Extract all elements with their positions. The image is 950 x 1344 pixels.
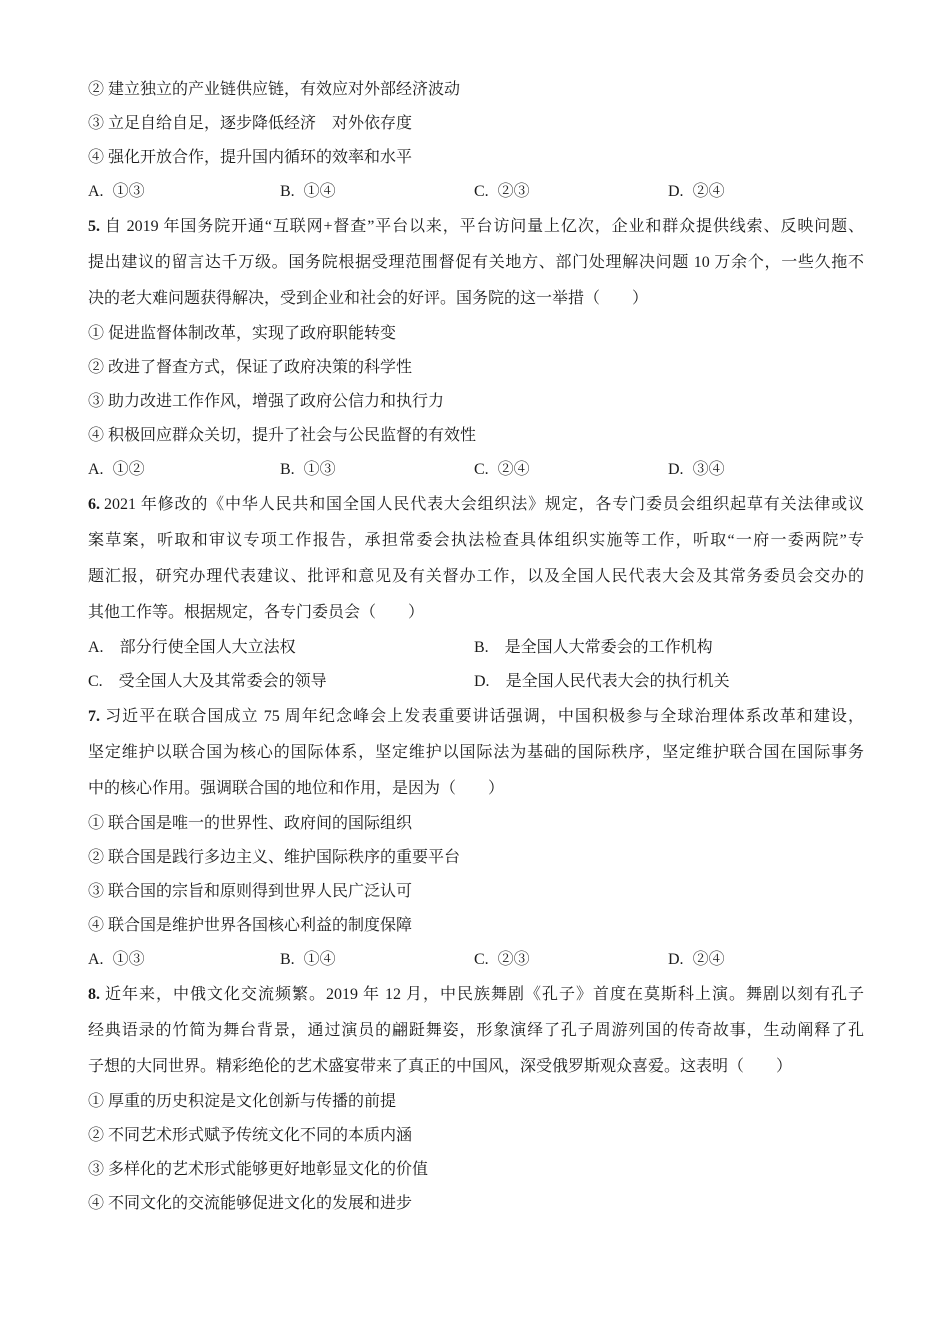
- q4-statement: ② 建立独立的产业链供应链，有效应对外部经济波动: [88, 81, 461, 98]
- q5-stem-line: 决的老大难问题获得解决，受到企业和社会的好评。国务院的这一举措（ ）: [88, 290, 649, 307]
- q5-options: [88, 453, 864, 487]
- question-7: [88, 699, 864, 977]
- option-text: ①④: [303, 183, 336, 200]
- option-text: ①②: [112, 461, 145, 478]
- q8-stem-line: [88, 977, 864, 1013]
- option-label: D.: [668, 183, 684, 200]
- option-label: C.: [88, 673, 103, 690]
- q8-number: 8.: [88, 986, 100, 1003]
- q7-option-c: [474, 943, 530, 977]
- option-label: D.: [474, 673, 490, 690]
- q7-options: [88, 943, 864, 977]
- option-text: ③④: [692, 461, 725, 478]
- q5-number: 5.: [88, 218, 100, 235]
- option-label: C.: [474, 951, 489, 968]
- q5-stem-line: 提出建议的留言达千万级。国务院根据受理范围督促有关地方、部门处理解决问题 10 万余个，一些久拖不: [88, 254, 864, 271]
- q6-stem-line: 题汇报，研究办理代表建议、批评和意见及有关督办工作，以及全国人民代表大会及其常务委员会交办的: [88, 568, 864, 585]
- q4-option-c: [474, 175, 530, 209]
- q5-statement: ④ 积极回应群众关切，提升了社会与公民监督的有效性: [88, 427, 477, 444]
- q6-stem-line: 其他工作等。根据规定，各专门委员会（ ）: [88, 604, 425, 621]
- q5-option-d: [668, 453, 725, 487]
- q7-option-d: [668, 943, 725, 977]
- option-text: 是全国人大常委会的工作机构: [504, 639, 713, 656]
- option-text: ②④: [692, 951, 725, 968]
- q5-statement: ② 改进了督查方式，保证了政府决策的科学性: [88, 359, 413, 376]
- q7-stem-text: 习近平在联合国成立 75 周年纪念峰会上发表重要讲话强调，中国积极参与全球治理体系改革和建设，: [104, 708, 864, 725]
- q6-option-b: [474, 631, 713, 665]
- option-label: A.: [88, 639, 104, 656]
- exam-content: [88, 73, 864, 1221]
- q5-statement: ③ 助力改进工作作风，增强了政府公信力和执行力: [88, 393, 445, 410]
- q8-stem-text: 近年来，中俄文化交流频繁。2019 年 12 月，中民族舞剧《孔子》首度在莫斯科上演。舞剧以刻有孔子: [104, 986, 864, 1003]
- option-label: B.: [474, 639, 489, 656]
- q5-stem-line: [88, 209, 864, 245]
- q5-option-b: [280, 453, 336, 487]
- option-label: B.: [280, 183, 295, 200]
- option-label: D.: [668, 461, 684, 478]
- q5-option-c: [474, 453, 530, 487]
- q6-stem-text: 2021 年修改的《中华人民共和国全国人民代表大会组织法》规定，各专门委员会组织起草有关法律或议: [104, 496, 864, 513]
- q7-stem-line: [88, 699, 864, 735]
- option-text: 部分行使全国人大立法权: [119, 639, 296, 656]
- option-text: ②③: [497, 183, 530, 200]
- q7-option-a: [88, 943, 145, 977]
- option-label: A.: [88, 951, 104, 968]
- q8-statement: ② 不同艺术形式赋予传统文化不同的本质内涵: [88, 1127, 413, 1144]
- q6-stem-line: [88, 487, 864, 523]
- q6-options-row-1: [88, 631, 864, 665]
- q7-option-b: [280, 943, 336, 977]
- q6-option-d: [474, 665, 730, 699]
- q6-option-c: [88, 665, 327, 699]
- option-text: 是全国人民代表大会的执行机关: [505, 673, 730, 690]
- option-text: ①③: [303, 461, 336, 478]
- q7-number: 7.: [88, 708, 100, 725]
- question-5: [88, 209, 864, 487]
- q5-stem-text: 自 2019 年国务院开通“互联网+督查”平台以来，平台访问量上亿次，企业和群众提供线索、反映问题、: [104, 218, 864, 235]
- option-label: B.: [280, 461, 295, 478]
- q4-option-b: [280, 175, 336, 209]
- q6-stem-line: 案草案，听取和审议专项工作报告，承担常委会执法检查具体组织实施等工作，听取“一府一委两院”专: [88, 532, 864, 549]
- q6-options-row-2: [88, 665, 864, 699]
- q8-stem-line: 经典语录的竹简为舞台背景，通过演员的翩跹舞姿，形象演绎了孔子周游列国的传奇故事，生动阐释了孔: [88, 1022, 864, 1039]
- option-text: ①③: [112, 951, 145, 968]
- question-6: [88, 487, 864, 699]
- option-text: ②④: [497, 461, 530, 478]
- q7-statement: ① 联合国是唯一的世界性、政府间的国际组织: [88, 815, 413, 832]
- q5-statement: ① 促进监督体制改革，实现了政府职能转变: [88, 325, 397, 342]
- q7-statement: ④ 联合国是维护世界各国核心利益的制度保障: [88, 917, 413, 934]
- option-label: B.: [280, 951, 295, 968]
- option-text: 受全国人大及其常委会的领导: [118, 673, 327, 690]
- q6-number: 6.: [88, 496, 100, 513]
- q8-statement: ③ 多样化的艺术形式能够更好地彰显文化的价值: [88, 1161, 429, 1178]
- option-label: C.: [474, 461, 489, 478]
- q7-stem-line: 中的核心作用。强调联合国的地位和作用，是因为（ ）: [88, 780, 505, 797]
- q8-stem-line: 子想的大同世界。精彩绝伦的艺术盛宴带来了真正的中国风，深受俄罗斯观众喜爱。这表明（ ）: [88, 1058, 793, 1075]
- question-4-tail: [88, 73, 864, 209]
- q7-statement: ③ 联合国的宗旨和原则得到世界人民广泛认可: [88, 883, 413, 900]
- option-label: D.: [668, 951, 684, 968]
- q4-statement: ④ 强化开放合作，提升国内循环的效率和水平: [88, 149, 413, 166]
- question-8: [88, 977, 864, 1221]
- q6-option-a: [88, 631, 296, 665]
- option-text: ①③: [112, 183, 145, 200]
- q4-statement: ③ 立足自给自足，逐步降低经济 对外依存度: [88, 115, 413, 132]
- q4-option-a: [88, 175, 145, 209]
- option-label: C.: [474, 183, 489, 200]
- q5-option-a: [88, 453, 145, 487]
- option-label: A.: [88, 183, 104, 200]
- q7-statement: ② 联合国是践行多边主义、维护国际秩序的重要平台: [88, 849, 461, 866]
- option-text: ①④: [303, 951, 336, 968]
- option-text: ②④: [692, 183, 725, 200]
- option-label: A.: [88, 461, 104, 478]
- q8-statement: ① 厚重的历史积淀是文化创新与传播的前提: [88, 1093, 397, 1110]
- q8-statement: ④ 不同文化的交流能够促进文化的发展和进步: [88, 1195, 413, 1212]
- q4-options: [88, 175, 864, 209]
- option-text: ②③: [497, 951, 530, 968]
- q4-option-d: [668, 175, 725, 209]
- q7-stem-line: 坚定维护以联合国为核心的国际体系，坚定维护以国际法为基础的国际秩序，坚定维护联合国在国际事务: [88, 744, 864, 761]
